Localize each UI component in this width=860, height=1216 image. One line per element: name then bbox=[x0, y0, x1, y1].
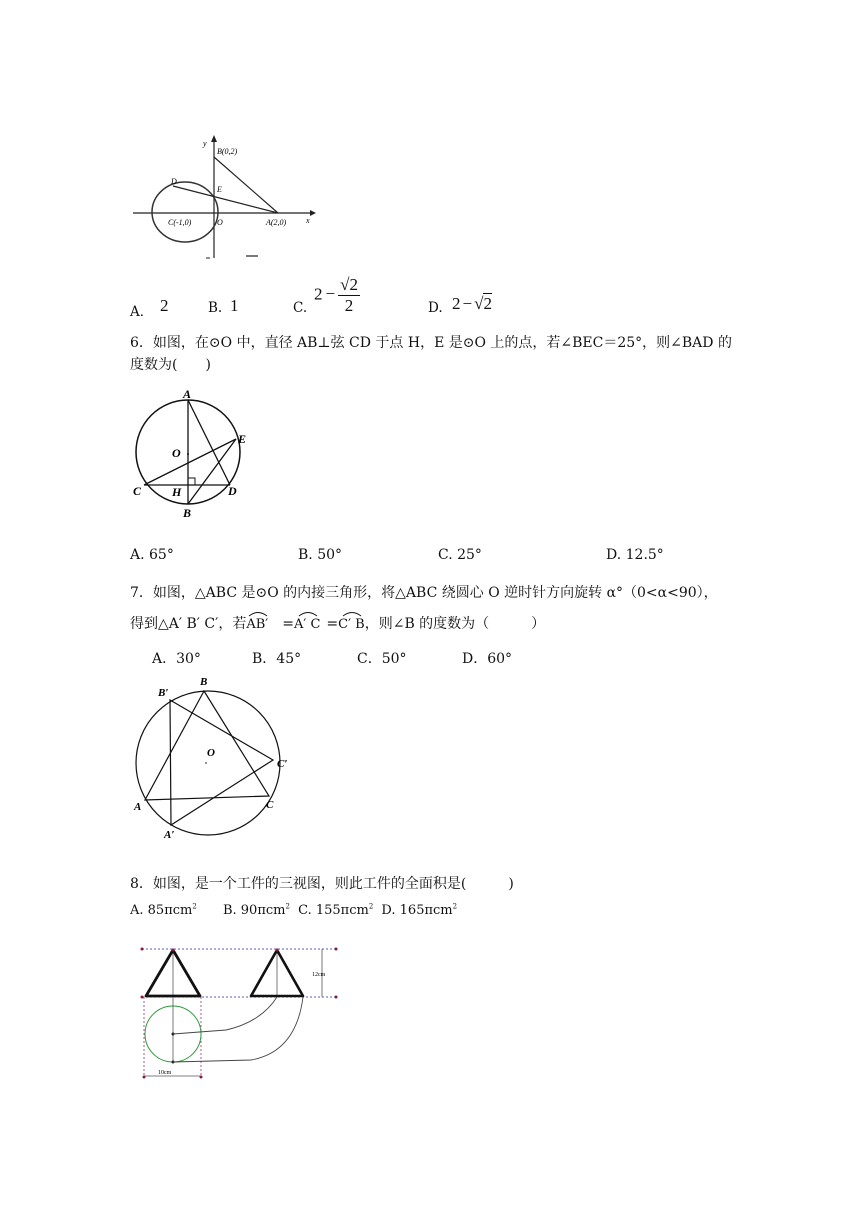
q8-line1: 8．如图，是一个工件的三视图，则此工件的全面积是( ) bbox=[130, 876, 514, 892]
q7-arc3-text: C′ B bbox=[338, 617, 365, 632]
q7-option-a: A．30° bbox=[152, 651, 201, 667]
q7-label-c: C bbox=[266, 799, 274, 811]
q7-arc-a-prime-c bbox=[294, 615, 320, 635]
q5-label-d: D bbox=[171, 177, 177, 186]
q5-option-d-two: 2 bbox=[452, 294, 461, 313]
q6-label-b: B bbox=[183, 506, 192, 520]
q7-label-b-prime: B′ bbox=[158, 687, 169, 699]
q8-figure bbox=[136, 942, 346, 1082]
q8-option-a-text: A. 85πcm bbox=[130, 903, 193, 919]
q7-eq1: = bbox=[282, 616, 294, 632]
q5-option-b-value: 1 bbox=[230, 296, 239, 315]
q5-label-y: y bbox=[203, 139, 207, 148]
q8-options bbox=[130, 897, 457, 921]
q7-arc2-text: A′ C bbox=[293, 617, 321, 632]
q5-option-a bbox=[130, 300, 153, 320]
q7-label-a: A bbox=[134, 801, 142, 813]
q5-option-b-prefix: B. bbox=[208, 300, 223, 316]
q5-option-c-num: 2 bbox=[349, 275, 358, 294]
q7-figure bbox=[128, 672, 298, 847]
q5-label-e: E bbox=[217, 185, 222, 194]
q7-line1: 7．如图，△ABC 是⊙O 的内接三角形，将△ABC 绕圆心 O 逆时针方向旋转 α°（0<α<90）， bbox=[130, 585, 718, 601]
q5-option-a-value: 2 bbox=[160, 296, 169, 315]
q5-label-b: B(0,2) bbox=[217, 147, 238, 156]
q7-option-c: C．50° bbox=[357, 651, 407, 667]
q7-line2 bbox=[130, 614, 545, 635]
q7-label-c-prime: C′ bbox=[277, 758, 288, 770]
q6-label-o: O bbox=[172, 446, 181, 460]
q8-option-d bbox=[381, 903, 457, 918]
q6-option-d: D. 12.5° bbox=[606, 547, 664, 563]
q8-option-d-text: D. 165πcm bbox=[381, 903, 453, 919]
q5-figure bbox=[128, 132, 318, 262]
q6-label-d: D bbox=[228, 484, 237, 498]
q6-label-h: H bbox=[172, 485, 182, 499]
q5-label-x: x bbox=[306, 216, 310, 225]
q8-height-label: 12cm bbox=[312, 972, 326, 978]
q8-option-b-sup: 2 bbox=[285, 903, 290, 911]
q7-label-o: O bbox=[207, 747, 215, 759]
q5-option-d-value: 2 − √2 bbox=[452, 294, 492, 313]
q5-label-a: A(2,0) bbox=[266, 218, 287, 227]
q6-option-c: C. 25° bbox=[438, 547, 482, 563]
q5-label-c: C(-1,0) bbox=[168, 218, 192, 227]
q7-line2-start: 得到△A′ B′ C′，若 bbox=[130, 616, 247, 632]
q8-option-b-text: B. 90πcm bbox=[222, 903, 286, 919]
q6-option-b: B. 50° bbox=[298, 547, 343, 563]
q8-option-b bbox=[223, 903, 290, 918]
q7-eq2: = bbox=[326, 616, 339, 632]
q7-arc1-text: AB′ bbox=[246, 617, 269, 632]
q7-option-d: D．60° bbox=[462, 651, 513, 667]
q6-label-c: C bbox=[133, 484, 142, 498]
q8-option-c-sup: 2 bbox=[368, 903, 374, 911]
q7-label-b: B bbox=[200, 676, 208, 688]
q6-label-e: E bbox=[238, 432, 247, 446]
q6-line1: 6．如图，在⊙O 中，直径 AB⊥弦 CD 于点 H，E 是⊙O 上的点，若∠BEC＝25°，则∠BAD 的 bbox=[130, 335, 732, 351]
q8-option-a bbox=[130, 903, 197, 918]
q8-option-c bbox=[298, 903, 373, 918]
q5-option-c-value: 2 − $\frac{√2}{2}$ bbox=[314, 275, 358, 315]
q8-option-d-sup: 2 bbox=[452, 903, 458, 911]
q5-label-o: O bbox=[217, 218, 223, 227]
q5-option-a-prefix: A． bbox=[130, 304, 154, 320]
q5-option-d-rad: 2 bbox=[483, 294, 492, 313]
q6-label-a: A bbox=[183, 387, 192, 401]
q7-arc-ab-prime bbox=[246, 615, 268, 635]
q5-option-c-den: 2 bbox=[344, 296, 354, 315]
q6-line2: 度数为( ) bbox=[130, 357, 211, 373]
q7-label-a-prime: A′ bbox=[164, 829, 175, 841]
q7-option-b: B．45° bbox=[252, 651, 302, 667]
q6-option-a: A. 65° bbox=[130, 547, 174, 563]
q7-arc-c-prime-b bbox=[338, 615, 365, 635]
q8-option-c-text: C. 155πcm bbox=[298, 903, 369, 919]
q8-option-a-sup: 2 bbox=[192, 903, 197, 911]
q5-option-c-prefix: C. bbox=[293, 300, 308, 316]
q5-option-d-prefix: D. bbox=[428, 300, 443, 316]
q6-figure bbox=[128, 384, 258, 524]
q5-option-c-two: 2 bbox=[314, 284, 323, 304]
q8-width-label: 10cm bbox=[158, 1070, 172, 1076]
q7-line2-end: ，则∠B 的度数为（ ） bbox=[364, 616, 546, 632]
